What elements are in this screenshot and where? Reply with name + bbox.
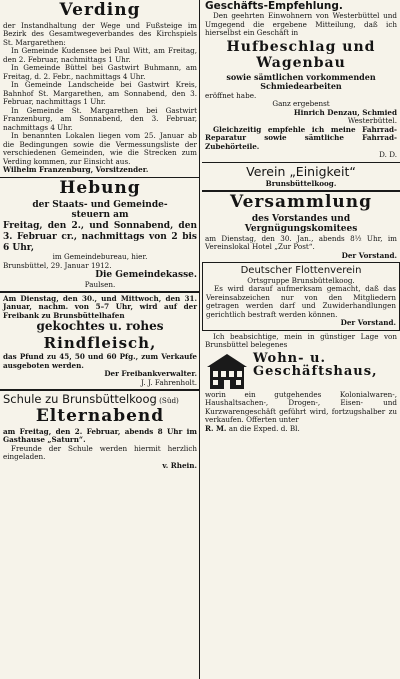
school-ad xyxy=(0,393,200,471)
meat-ad xyxy=(0,295,200,387)
geschaeft-extra: Gleichzeitig empfehle ich meine Fahrrad-Reparatur sowie sämtliche Fahrrad-Zubehörteile. xyxy=(205,124,397,151)
haus-intro: Ich beabsichtige, mein in günstiger Lage von Brunsbüttel belegenes xyxy=(205,331,397,350)
meat-name: J. J. Fahrenholt. xyxy=(141,377,197,387)
verding-ad xyxy=(0,2,200,175)
school-header: Schule zu Brunsbüttelkoog xyxy=(3,391,157,406)
geschaeft-regards: Ganz ergebenst xyxy=(272,99,330,109)
verding-item: In Gemeinde Kudensee bei Paul Witt, am Freitag, den 2. Februar, nachmittags 1 Uhr. xyxy=(3,46,197,64)
flotte-signer: Der Vorstand. xyxy=(340,318,396,328)
versammlung-signer: Der Vorstand. xyxy=(341,250,397,260)
versammlung-text: am Dienstag, den 30. Jan., abends 8½ Uhr, im Vereinslokal Hotel „Zur Post“. xyxy=(205,233,397,252)
divider xyxy=(202,162,400,163)
haus-text: worin ein gutgehendes Kolonialwaren-, Haushaltsachen-, Drogen-, Eisen- und Kurzwarengeschäft geführt wird, fortzugshalber zu verkaufen. Offerten unter xyxy=(205,389,397,425)
flotte-ad xyxy=(202,262,400,331)
hebung-line1: der Staats- und Gemeinde- xyxy=(32,199,168,210)
haus-headline: Wohn- u. Geschäftshaus, xyxy=(253,350,378,380)
verding-item: In Gemeinde St. Margarethen bei Gastwirt Franzenburg, am Sonnabend, den 3. Februar, nachmittags 4 Uhr. xyxy=(3,105,197,132)
meat-signer: Der Freibankverwalter. xyxy=(104,369,197,379)
verein-place: Brunsbüttelkoog. xyxy=(265,178,337,188)
house-illustration-icon xyxy=(205,351,249,391)
versammlung-line1: des Vorstandes und xyxy=(251,213,351,224)
verein-ad xyxy=(202,165,400,188)
geschaeft-intro: Den geehrten Einwohnern von Westerbüttel und Umgegend die ergebene Mitteilung, daß ich hierselbst ein Geschäft in xyxy=(205,11,397,38)
geschaeft-opened: eröffnet habe. xyxy=(205,90,257,100)
geschaeft-big-1: Hufbeschlag und xyxy=(226,38,376,55)
flotte-sub: Ortsgruppe Brunsbüttelkoog. xyxy=(247,275,355,285)
flotte-title: Deutscher Flottenverein xyxy=(240,265,362,277)
school-signer: v. Rhein. xyxy=(162,460,197,470)
hebung-place: im Gemeindebureau, hier. xyxy=(52,252,148,262)
hebung-name: Paulsen. xyxy=(84,279,116,289)
haus-text-2: an die Exped. d. Bl. xyxy=(228,423,300,433)
verding-title: Verding xyxy=(59,0,141,20)
right-column xyxy=(202,0,400,679)
school-text: am Freitag, den 2. Februar, abends 8 Uhr im Gasthause „Saturn“. xyxy=(3,426,197,445)
flotte-text: Es wird darauf aufmerksam gemacht, daß das Vereinsabzeichen nur von den Mitgliedern getragen werden darf und Zuwiderhandlungen gerichtlich bestraft werden können. xyxy=(206,284,396,319)
geschaeft-title: Geschäfts-Empfehlung. xyxy=(205,0,343,12)
verding-item: In Gemeinde Landscheide bei Gastwirt Kreis, Bahnhof St. Margarethen, am Sonnabend, den 3. Februar, nachmittags 1 Uhr. xyxy=(3,80,197,107)
geschaeft-initials: D. D. xyxy=(379,150,397,160)
hebung-dates: Freitag, den 2., und Sonnabend, den 3. Februar cr., nachmittags von 2 bis 6 Uhr, xyxy=(3,221,197,253)
hebung-title: Hebung xyxy=(59,177,141,198)
verding-signature: Wilhelm Franzenburg, Vorsitzender. xyxy=(3,165,149,175)
versammlung-line2: Vergnügungskomitees xyxy=(244,224,358,235)
school-text-2: Freunde der Schule werden hiermit herzlich eingeladen. xyxy=(3,443,197,462)
haus-code: R. M. xyxy=(205,423,227,433)
meat-headline-1: gekochtes u. rohes xyxy=(36,319,164,334)
geschaeft-place: Westerbüttel. xyxy=(347,116,397,126)
meat-text: Am Dienstag, den 30., und Mittwoch, den 31. Januar, nachm. von 5–7 Uhr, wird auf der Freibank zu Brunsbüttelhafen xyxy=(3,293,197,320)
school-header-suffix: (Süd) xyxy=(159,395,179,405)
divider xyxy=(0,389,200,390)
school-title: Elternabend xyxy=(35,406,165,427)
hebung-ad xyxy=(0,177,200,290)
versammlung-ad xyxy=(202,191,400,261)
hebung-dateline: Brunsbüttel, 29. Januar 1912. xyxy=(3,260,112,270)
geschaeft-ad xyxy=(202,0,400,160)
geschaeft-sub: sowie sämtlichen vorkommenden Schmiedearbeiten xyxy=(226,71,376,92)
hebung-org: Die Gemeindekasse. xyxy=(95,270,197,281)
meat-headline-2: Rindfleisch, xyxy=(43,333,157,352)
haus-ad xyxy=(202,333,400,433)
meat-price: das Pfund zu 45, 50 und 60 Pfg., zum Verkaufe ausgeboten werden. xyxy=(3,352,197,370)
verding-item: In Gemeinde Büttel bei Gastwirt Buhmann, am Freitag, d. 2. Febr., nachmittags 4 Uhr. xyxy=(3,63,197,81)
versammlung-title: Versammlung xyxy=(229,191,373,212)
geschaeft-big-2: Wagenbau xyxy=(256,55,346,72)
hebung-line2: steuern am xyxy=(71,210,129,221)
geschaeft-name: Hinrich Denzau, Schmied xyxy=(293,107,397,117)
divider xyxy=(0,291,200,292)
verein-title: Verein „Einigkeit“ xyxy=(246,164,356,180)
verding-item: In benannten Lokalen liegen vom 25. Januar ab die Bedingungen sowie die Vermessungsliste der verschiedenen Gemeinden, wie die Strecken zum Verding kommen, zur Einsicht aus. xyxy=(3,131,197,166)
verding-intro: der Instandhaltung der Wege und Fußsteige im Bezirk des Gesamtwegeverbandes des Kirchspiels St. Margarethen: xyxy=(3,20,197,47)
